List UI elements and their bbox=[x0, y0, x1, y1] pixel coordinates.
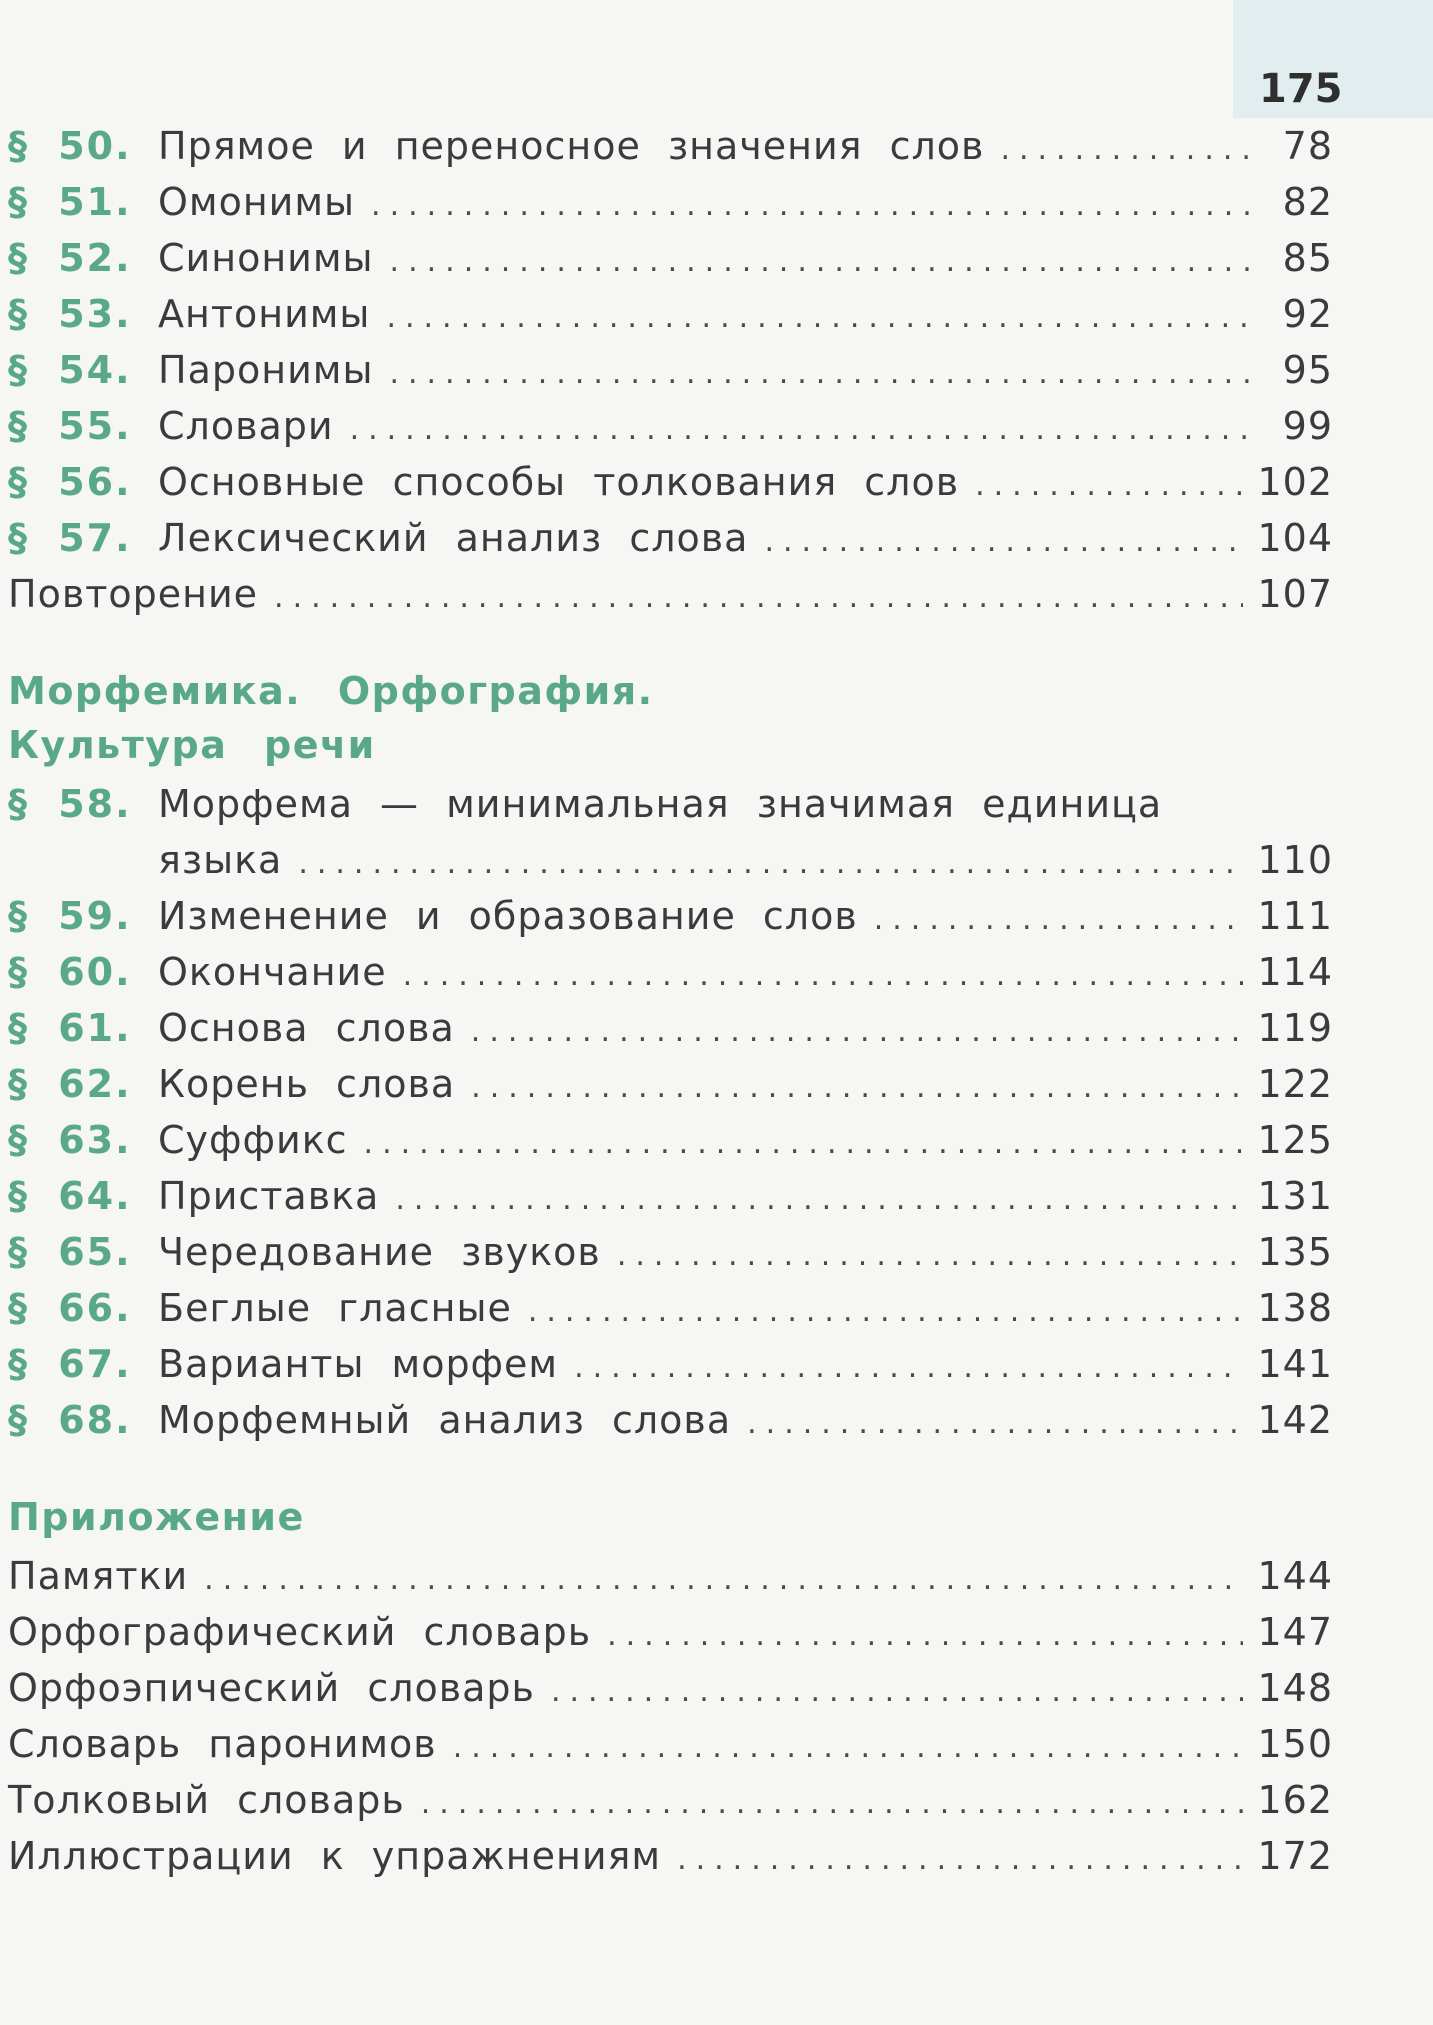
toc-entry-55[interactable] bbox=[8, 404, 1333, 460]
toc-entry-repetition[interactable] bbox=[8, 572, 1333, 628]
toc-entry-explanatory-dictionary[interactable] bbox=[8, 1778, 1333, 1834]
entry-title: Приставка bbox=[158, 1174, 380, 1218]
toc-entry-64[interactable] bbox=[8, 1174, 1333, 1230]
toc-entry-57[interactable] bbox=[8, 516, 1333, 572]
entry-title: Словари bbox=[158, 404, 334, 448]
toc-entry-memos[interactable] bbox=[8, 1554, 1333, 1610]
entry-title: Корень слова bbox=[158, 1062, 456, 1106]
dot-leader bbox=[607, 1618, 1243, 1653]
dot-leader bbox=[471, 1070, 1243, 1105]
section-heading-morphemics-line2: Культура речи bbox=[8, 723, 376, 767]
dot-leader bbox=[617, 1238, 1244, 1273]
entry-page: 95 bbox=[1282, 348, 1333, 392]
toc-entry-exercise-illustrations[interactable] bbox=[8, 1834, 1333, 1890]
entry-title: Чередование звуков bbox=[158, 1230, 601, 1274]
entry-title: Орфографический словарь bbox=[8, 1610, 592, 1654]
entry-number: § 67. bbox=[8, 1342, 132, 1386]
entry-number: § 56. bbox=[8, 460, 132, 504]
entry-title: Изменение и образование слов bbox=[158, 894, 858, 938]
dot-leader bbox=[298, 846, 1243, 881]
entry-page: 131 bbox=[1257, 1174, 1333, 1218]
entry-page: 172 bbox=[1257, 1834, 1333, 1878]
entry-title: Варианты морфем bbox=[158, 1342, 559, 1386]
entry-number: § 61. bbox=[8, 1006, 132, 1050]
entry-title: Словарь паронимов bbox=[8, 1722, 437, 1766]
entry-title: Толковый словарь bbox=[8, 1778, 405, 1822]
dot-leader bbox=[350, 412, 1259, 447]
spacer bbox=[8, 772, 1333, 782]
dot-leader bbox=[364, 1126, 1244, 1161]
toc-entry-56[interactable] bbox=[8, 460, 1333, 516]
toc-entry-65[interactable] bbox=[8, 1230, 1333, 1286]
entry-page: 82 bbox=[1282, 180, 1333, 224]
entry-title: Омонимы bbox=[158, 180, 356, 224]
entry-page: 107 bbox=[1257, 572, 1333, 616]
dot-leader bbox=[204, 1562, 1243, 1597]
entry-number: § 53. bbox=[8, 292, 132, 336]
entry-number: § 62. bbox=[8, 1062, 132, 1106]
dot-leader bbox=[403, 958, 1244, 993]
entry-page: 92 bbox=[1282, 292, 1333, 336]
entry-number: § 66. bbox=[8, 1286, 132, 1330]
entry-title: Повторение bbox=[8, 572, 259, 616]
entry-page: 111 bbox=[1257, 894, 1333, 938]
entry-page: 99 bbox=[1282, 404, 1333, 448]
toc-entry-orthoepic-dictionary[interactable] bbox=[8, 1666, 1333, 1722]
toc-entry-59[interactable] bbox=[8, 894, 1333, 950]
entry-page: 104 bbox=[1257, 516, 1333, 560]
spacer bbox=[8, 628, 1333, 664]
entry-number: § 54. bbox=[8, 348, 132, 392]
entry-number: § 60. bbox=[8, 950, 132, 994]
table-of-contents bbox=[8, 124, 1333, 1890]
toc-entry-52[interactable] bbox=[8, 236, 1333, 292]
entry-page: 135 bbox=[1257, 1230, 1333, 1274]
entry-number: § 50. bbox=[8, 124, 132, 168]
toc-entry-51[interactable] bbox=[8, 180, 1333, 236]
dot-leader bbox=[390, 244, 1259, 279]
entry-title: Прямое и переносное значения слов bbox=[158, 124, 985, 168]
dot-leader bbox=[747, 1406, 1243, 1441]
toc-entry-54[interactable] bbox=[8, 348, 1333, 404]
entry-title: Беглые гласные bbox=[158, 1286, 512, 1330]
dot-leader bbox=[274, 580, 1243, 615]
toc-entry-67[interactable] bbox=[8, 1342, 1333, 1398]
entry-title: Антонимы bbox=[158, 292, 371, 336]
page-number: 175 bbox=[1259, 66, 1343, 112]
entry-number: § 64. bbox=[8, 1174, 132, 1218]
entry-page: 147 bbox=[1257, 1610, 1333, 1654]
entry-number: § 55. bbox=[8, 404, 132, 448]
entry-number: § 63. bbox=[8, 1118, 132, 1162]
entry-page: 138 bbox=[1257, 1286, 1333, 1330]
toc-entry-61[interactable] bbox=[8, 1006, 1333, 1062]
entry-page: 114 bbox=[1257, 950, 1333, 994]
entry-title-continued: языка bbox=[158, 838, 283, 882]
entry-title: Основа слова bbox=[158, 1006, 455, 1050]
dot-leader bbox=[453, 1730, 1244, 1765]
entry-title: Иллюстрации к упражнениям bbox=[8, 1834, 662, 1878]
entry-page: 141 bbox=[1257, 1342, 1333, 1386]
toc-entry-58-line1[interactable] bbox=[8, 782, 1333, 838]
entry-page: 148 bbox=[1257, 1666, 1333, 1710]
toc-entry-53[interactable] bbox=[8, 292, 1333, 348]
entry-page: 144 bbox=[1257, 1554, 1333, 1598]
entry-number: § 52. bbox=[8, 236, 132, 280]
entry-page: 162 bbox=[1257, 1778, 1333, 1822]
toc-entry-paronyms-dictionary[interactable] bbox=[8, 1722, 1333, 1778]
entry-title: Окончание bbox=[158, 950, 387, 994]
spacer bbox=[8, 1454, 1333, 1490]
dot-leader bbox=[371, 188, 1259, 223]
entry-page: 125 bbox=[1257, 1118, 1333, 1162]
entry-title: Орфоэпический словарь bbox=[8, 1666, 535, 1710]
toc-entry-60[interactable] bbox=[8, 950, 1333, 1006]
entry-number: § 68. bbox=[8, 1398, 132, 1442]
entry-page: 122 bbox=[1257, 1062, 1333, 1106]
entry-page: 110 bbox=[1257, 838, 1333, 882]
entry-page: 119 bbox=[1257, 1006, 1333, 1050]
toc-entry-58-line2[interactable] bbox=[8, 838, 1333, 894]
toc-entry-62[interactable] bbox=[8, 1062, 1333, 1118]
entry-number: § 65. bbox=[8, 1230, 132, 1274]
entry-number: § 51. bbox=[8, 180, 132, 224]
dot-leader bbox=[421, 1786, 1244, 1821]
entry-number: § 59. bbox=[8, 894, 132, 938]
entry-title: Лексический анализ слова bbox=[158, 516, 749, 560]
dot-leader bbox=[395, 1182, 1243, 1217]
entry-page: 102 bbox=[1257, 460, 1333, 504]
dot-leader bbox=[874, 902, 1244, 937]
entry-title: Суффикс bbox=[158, 1118, 348, 1162]
entry-title: Основные способы толкования слов bbox=[158, 460, 960, 504]
entry-number: § 57. bbox=[8, 516, 132, 560]
dot-leader bbox=[764, 524, 1243, 559]
dot-leader bbox=[1000, 132, 1259, 167]
entry-title: Морфема — минимальная значимая единица bbox=[158, 782, 1163, 826]
entry-title: Морфемный анализ слова bbox=[158, 1398, 732, 1442]
dot-leader bbox=[389, 356, 1259, 391]
toc-entry-50[interactable] bbox=[8, 124, 1333, 180]
toc-entry-63[interactable] bbox=[8, 1118, 1333, 1174]
dot-leader bbox=[528, 1294, 1244, 1329]
entry-page: 85 bbox=[1282, 236, 1333, 280]
entry-page: 150 bbox=[1257, 1722, 1333, 1766]
section-heading-appendix: Приложение bbox=[8, 1495, 305, 1539]
dot-leader bbox=[551, 1674, 1244, 1709]
toc-entry-68[interactable] bbox=[8, 1398, 1333, 1454]
spacer bbox=[8, 1544, 1333, 1554]
entry-page: 78 bbox=[1282, 124, 1333, 168]
toc-entry-spelling-dictionary[interactable] bbox=[8, 1610, 1333, 1666]
dot-leader bbox=[975, 468, 1243, 503]
entry-number: § 58. bbox=[8, 782, 132, 826]
dot-leader bbox=[471, 1014, 1244, 1049]
entry-title: Памятки bbox=[8, 1554, 189, 1598]
toc-entry-66[interactable] bbox=[8, 1286, 1333, 1342]
entry-title: Паронимы bbox=[158, 348, 374, 392]
entry-title: Синонимы bbox=[158, 236, 374, 280]
section-heading-morphemics-line1: Морфемика. Орфография. bbox=[8, 669, 654, 713]
dot-leader bbox=[386, 300, 1259, 335]
dot-leader bbox=[677, 1842, 1243, 1877]
dot-leader bbox=[574, 1350, 1243, 1385]
entry-page: 142 bbox=[1257, 1398, 1333, 1442]
